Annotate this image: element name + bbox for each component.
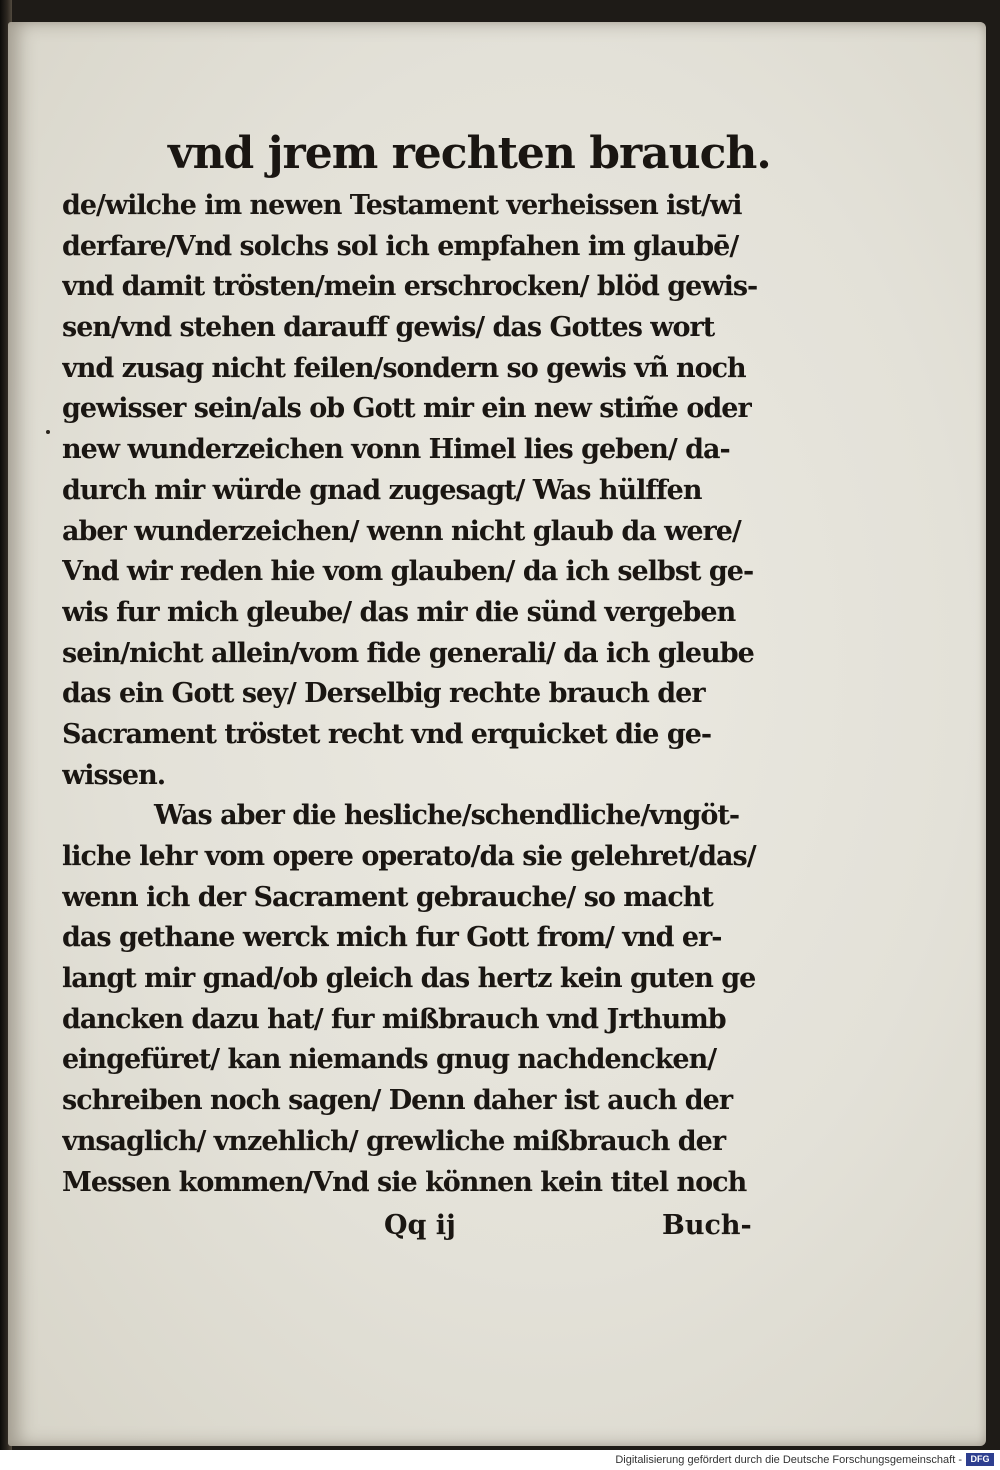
text-line: das gethane werck mich fur Gott from/ vnd er- <box>62 922 722 954</box>
text-line: sein/nicht allein/vom fide generali/ da ich gleube <box>62 637 754 669</box>
text-line: Sacrament tröstet recht vnd erquicket die ge- <box>62 718 712 750</box>
funding-credit: Digitalisierung gefördert durch die Deutsche Forschungsgemeinschaft - <box>615 1454 962 1466</box>
text-line: derfare/Vnd solchs sol ich empfahen im glaubē/ <box>62 230 739 262</box>
text-line: wissen. <box>62 759 166 791</box>
text-line: durch mir würde gnad zugesagt/ Was hülffen <box>62 474 702 506</box>
text-line: vnsaglich/ vnzehlich/ grewliche mißbrauch der <box>62 1125 726 1157</box>
signature-mark: Qq ij <box>384 1210 456 1241</box>
text-line: liche lehr vom opere operato/da sie gelehret/das/ <box>62 841 756 872</box>
credit-bar <box>0 1450 1000 1470</box>
page-body <box>62 186 782 1203</box>
text-line: dancken dazu hat/ fur mißbrauch vnd Jrthumb <box>62 1003 726 1035</box>
text-line: vnd zusag nicht feilen/sondern so gewis vñ noch <box>62 352 746 384</box>
text-line: aber wunderzeichen/ wenn nicht glaub da were/ <box>62 515 741 547</box>
text-line: schreiben noch sagen/ Denn daher ist auch der <box>62 1085 733 1117</box>
page-footer <box>62 1206 782 1256</box>
text-line: Messen kommen/Vnd sie können kein titel noch <box>62 1166 747 1198</box>
text-line: de/wilche im newen Testament verheissen ist/wi <box>62 190 742 221</box>
text-line: sen/vnd stehen darauff gewis/ das Gottes wort <box>62 312 715 344</box>
text-line: langt mir gnad/ob gleich das hertz kein guten ge <box>62 963 756 995</box>
text-line: new wunderzeichen vonn Himel lies geben/ da- <box>62 434 730 466</box>
text-line: das ein Gott sey/ Derselbig rechte brauch der <box>62 678 705 710</box>
ink-speck <box>46 430 50 434</box>
text-line: Vnd wir reden hie vom glauben/ da ich selbst ge- <box>62 556 754 588</box>
text-line: wis fur mich gleube/ das mir die sünd vergeben <box>62 596 736 628</box>
text-line: eingefüret/ kan niemands gnug nachdencken/ <box>62 1044 717 1076</box>
running-header: vnd jrem rechten brauch. <box>168 128 771 179</box>
text-line: vnd damit trösten/mein erschrocken/ blöd gewis- <box>62 271 758 303</box>
text-line: wenn ich der Sacrament gebrauche/ so macht <box>62 881 713 913</box>
dfg-logo-icon: DFG <box>966 1453 994 1466</box>
catchword: Buch- <box>662 1210 752 1241</box>
text-line: gewisser sein/als ob Gott mir ein new stim̃e oder <box>62 393 751 425</box>
paragraph-start-line: Was aber die hesliche/schendliche/vngöt- <box>154 800 740 832</box>
